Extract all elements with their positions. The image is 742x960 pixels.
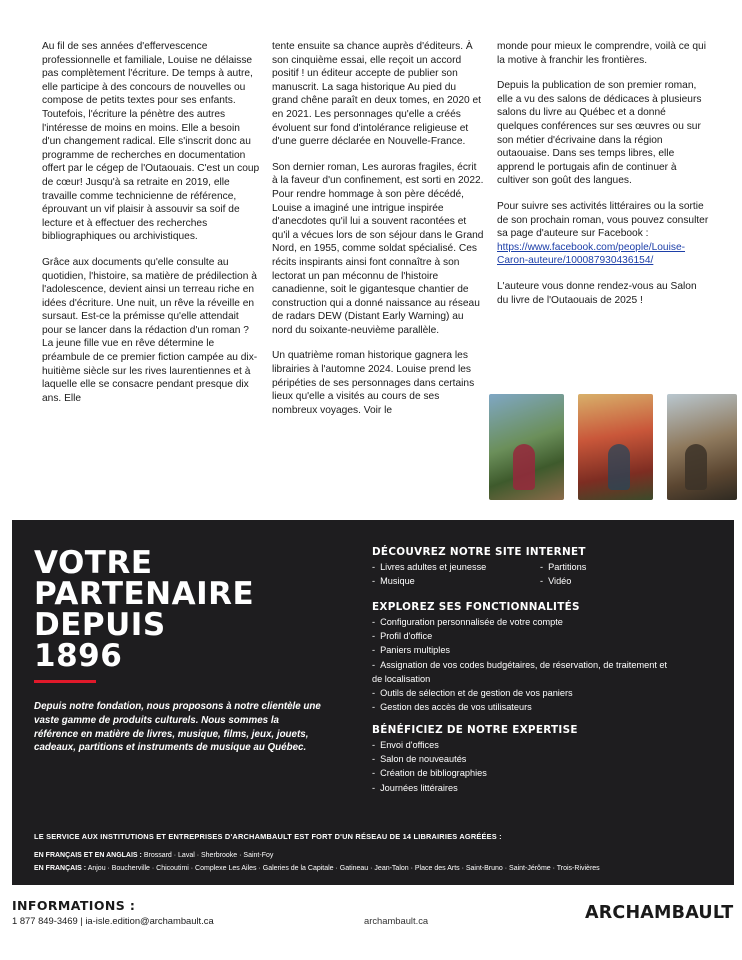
list-item: - Envoi d'offices: [372, 738, 487, 752]
article-column-3: [497, 40, 709, 319]
network-label: EN FRANÇAIS :: [34, 865, 87, 872]
network-heading: LE SERVICE AUX INSTITUTIONS ET ENTREPRISES D'ARCHAMBAULT EST FORT D'UN RÉSEAU DE 14 LIBRAIRIES AGRÉÉES :: [34, 832, 502, 841]
list-item: - Assignation de vos codes budgétaires, de réservation, de traitement et de localisation: [372, 658, 672, 686]
paragraph: tente ensuite sa chance auprès d'éditeurs. À son cinquième essai, elle reçoit un accord positif ! un éditeur accepte de publier son manuscrit. La saga historique Au pied du grand chêne paraît en deux tomes, en 2020 et en 2021. Les personnages qu'elle a créés évoluent sur fond d'intolérance religieuse et d'une guerre déclarée en Nouvelle-France.: [272, 41, 481, 148]
book-cover-1: [489, 394, 564, 500]
network-line-french: [34, 864, 714, 873]
site-heading: DÉCOUVREZ NOTRE SITE INTERNET: [372, 546, 586, 558]
network-stores: Anjou · Boucherville · Chicoutimi · Complexe Les Ailes · Galeries de la Capitale · Gatineau · Jean-Talon · Place des Arts · Saint-Bruno · Saint-Jérôme · Trois-Rivières: [87, 865, 600, 872]
paragraph: Depuis la publication de son premier roman, elle a vu des salons de dédicaces à plusieurs salons du livre au Québec et a donné quelques conférences sur ses œuvres ou sur son métier d'écrivaine dans la région outaouaise. Dans ses temps libres, elle apprend le portugais afin de continuer à cultiver son goût des langues.: [497, 80, 702, 187]
partner-banner: [12, 520, 734, 885]
expertise-list: [372, 738, 487, 795]
title-divider: [34, 680, 96, 683]
list-item: - Journées littéraires: [372, 781, 487, 795]
list-item: - Partitions: [540, 560, 630, 574]
paragraph: Au fil de ses années d'effervescence professionnelle et familiale, Louise ne délaisse pas complètement l'écriture. De temps à autre, elle participe à des concours de nouvelles ou compose de petits textes pour ses enfants. Toutefois, l'écriture la pénètre des autres l'intéresse de moins en moins. Elle a besoin d'un changement radical. Elle s'inscrit donc au programme de recherches en documentation offert par le cégep de l'Outaouais. C'est un coup de cœur! Jusqu'à sa retraite en 2019, elle travaille comme technicienne de référence, éprouvant un vif plaisir à assouvir sa soif de lecture et à effectuer des recherches bibliographiques ou archivistiques.: [42, 41, 260, 243]
banner-title: VOTRE PARTENAIRE DEPUIS 1896: [34, 545, 255, 674]
paragraph: Son dernier roman, Les auroras fragiles, écrit à la faveur d'un confinement, est sorti en 2022. Pour rendre hommage à son père décédé, Louise a imaginé une intrigue inspirée d'anecdotes qu'il lui a souvent racontées et qu'il a vécues lors de son séjour dans le Grand Nord, en 1955, comme soldat spécialisé. Ces récits inspirants ainsi font connaître à son lectorat un pan méconnu de l'histoire canadienne, soit le gigantesque chantier de construction qui a donné naissance au réseau de radars DEW (Distant Early Warning) au nord du soixante-neuvième parallèle.: [272, 161, 484, 336]
list-item: - Paniers multiples: [372, 643, 672, 657]
list-item: - Gestion des accès de vos utilisateurs: [372, 700, 672, 714]
banner-description: Depuis notre fondation, nous proposons à notre clientèle une vaste gamme de produits culturels. Nous sommes la référence en matière de livres, musique, films, jeux, jouets, cadeaux, partitions et instruments de musique au Québec.: [34, 701, 321, 754]
paragraph: [497, 200, 709, 268]
list-item: - Profil d'office: [372, 629, 672, 643]
expertise-heading: BÉNÉFICIEZ DE NOTRE EXPERTISE: [372, 724, 578, 736]
paragraph: Grâce aux documents qu'elle consulte au quotidien, l'histoire, sa matière de prédilection à l'adolescence, devient ainsi un terreau riche en idées d'écriture. Une nuit, un rêve la réveille en sursaut. Est-ce la prémisse qu'elle attendait pour se lancer dans la rédaction d'un roman ? La jeune fille vue en rêve détermine le préambule de ce premier fiction campée au dix-huitième siècle sur les rives laurentiennes et à laquelle elle se consacre pendant presque dix ans. Elle: [42, 256, 258, 404]
features-list: [372, 615, 672, 714]
list-item: - Outils de sélection et de gestion de vos paniers: [372, 686, 672, 700]
info-label: INFORMATIONS :: [12, 898, 136, 913]
paragraph: monde pour mieux le comprendre, voilà ce qui la motive à franchir les frontières.: [497, 41, 706, 66]
network-section: [34, 832, 714, 877]
figure-illustration: [608, 444, 630, 490]
network-line-bilingual: [34, 851, 714, 860]
network-stores: Brossard · Laval · Sherbrooke · Saint-Foy: [143, 852, 274, 859]
book-covers: [489, 394, 737, 500]
list-item: - Vidéo: [540, 574, 630, 588]
list-item: - Livres adultes et jeunesse: [372, 560, 540, 574]
contact-info[interactable]: 1 877 849-3469 | ia-isle.edition@archambault.ca: [12, 915, 214, 926]
archambault-logo: ARCHAMBAULT: [585, 903, 734, 923]
paragraph: Un quatrième roman historique gagnera les librairies à l'automne 2024. Louise prend les péripéties de ses personnages dans certains lieux qu'elle a visités au cours de ses nombreux voyages. Voir le: [272, 350, 475, 416]
network-label: EN FRANÇAIS ET EN ANGLAIS :: [34, 852, 142, 859]
book-cover-3: [667, 394, 737, 500]
paragraph-text: Pour suivre ses activités littéraires ou la sortie de son prochain roman, vous pouvez consulter sa page d'auteure sur Facebook :: [497, 200, 709, 240]
site-list: [372, 560, 630, 588]
list-item: - Salon de nouveautés: [372, 752, 487, 766]
book-cover-2: [578, 394, 653, 500]
features-heading: EXPLOREZ SES FONCTIONNALITÉS: [372, 601, 580, 613]
facebook-link[interactable]: https://www.facebook.com/people/Louise-Caron-auteure/100087930436154/: [497, 241, 686, 267]
figure-illustration: [513, 444, 535, 490]
article-column-2: [272, 40, 484, 429]
article-column-1: [42, 40, 260, 417]
list-item: - Musique: [372, 574, 540, 588]
list-item: - Configuration personnalisée de votre compte: [372, 615, 672, 629]
figure-illustration: [685, 444, 707, 490]
paragraph: L'auteure vous donne rendez-vous au Salon du livre de l'Outaouais de 2025 !: [497, 280, 697, 306]
list-item: - Création de bibliographies: [372, 766, 487, 780]
site-url[interactable]: archambault.ca: [364, 915, 429, 926]
